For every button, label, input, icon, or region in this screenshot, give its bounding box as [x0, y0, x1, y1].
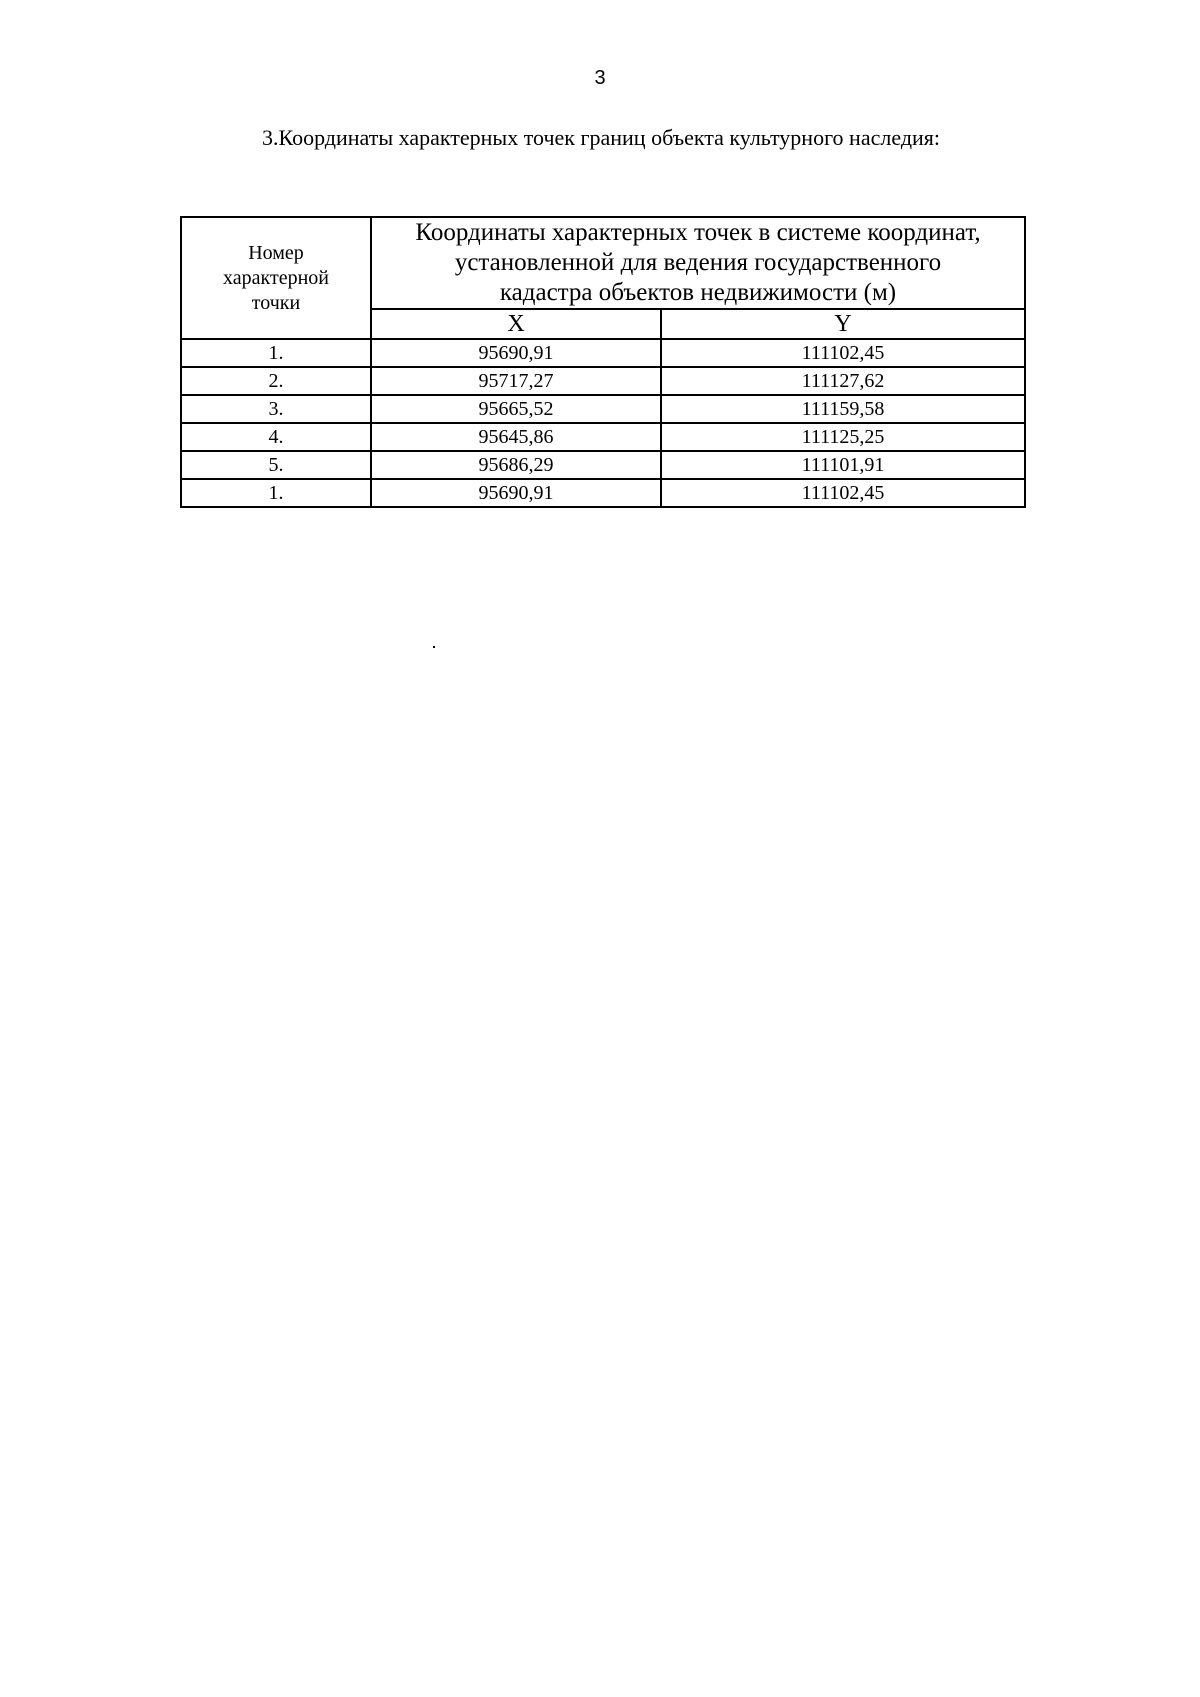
- cell-point: 1.: [181, 479, 371, 507]
- table-row: [181, 451, 1025, 479]
- coordinates-table: [180, 216, 1026, 508]
- cell-point: 2.: [181, 367, 371, 395]
- cell-point: 5.: [181, 451, 371, 479]
- header-coordinates-line: установленной для ведения государственного: [454, 249, 942, 276]
- cell-point: 4.: [181, 423, 371, 451]
- header-coordinates-line: кадастра объектов недвижимости (м): [499, 279, 897, 306]
- header-coordinates-line: Координаты характерных точек в системе координат,: [415, 219, 981, 246]
- cell-y: 111159,58: [661, 395, 1025, 423]
- cell-x: 95686,29: [371, 451, 661, 479]
- cell-point: 1.: [181, 339, 371, 367]
- page-number: 3: [594, 67, 606, 89]
- cell-y: 111127,62: [661, 367, 1025, 395]
- header-point-number-line: точки: [251, 291, 301, 314]
- header-point-number-line: Номер: [248, 241, 304, 264]
- cell-y: 111102,45: [661, 339, 1025, 367]
- cell-x: 95717,27: [371, 367, 661, 395]
- header-point-number-line: характерной: [223, 266, 329, 289]
- section-heading: 3.Координаты характерных точек границ объекта культурного наследия:: [262, 125, 941, 150]
- header-y: Y: [661, 309, 1025, 339]
- cell-point: 3.: [181, 395, 371, 423]
- header-point-number: [181, 217, 371, 339]
- cell-y: 111125,25: [661, 423, 1025, 451]
- cell-x: 95665,52: [371, 395, 661, 423]
- header-coordinates: [371, 217, 1025, 309]
- cell-y: 111102,45: [661, 479, 1025, 507]
- header-x: X: [371, 309, 661, 339]
- cell-x: 95690,91: [371, 339, 661, 367]
- cell-y: 111101,91: [661, 451, 1025, 479]
- table-row: [181, 423, 1025, 451]
- cell-x: 95690,91: [371, 479, 661, 507]
- table-header-row: [181, 217, 1025, 309]
- table-row: [181, 339, 1025, 367]
- table-row: [181, 367, 1025, 395]
- table-row: [181, 479, 1025, 507]
- cell-x: 95645,86: [371, 423, 661, 451]
- table-row: [181, 395, 1025, 423]
- scan-speck: [433, 646, 435, 648]
